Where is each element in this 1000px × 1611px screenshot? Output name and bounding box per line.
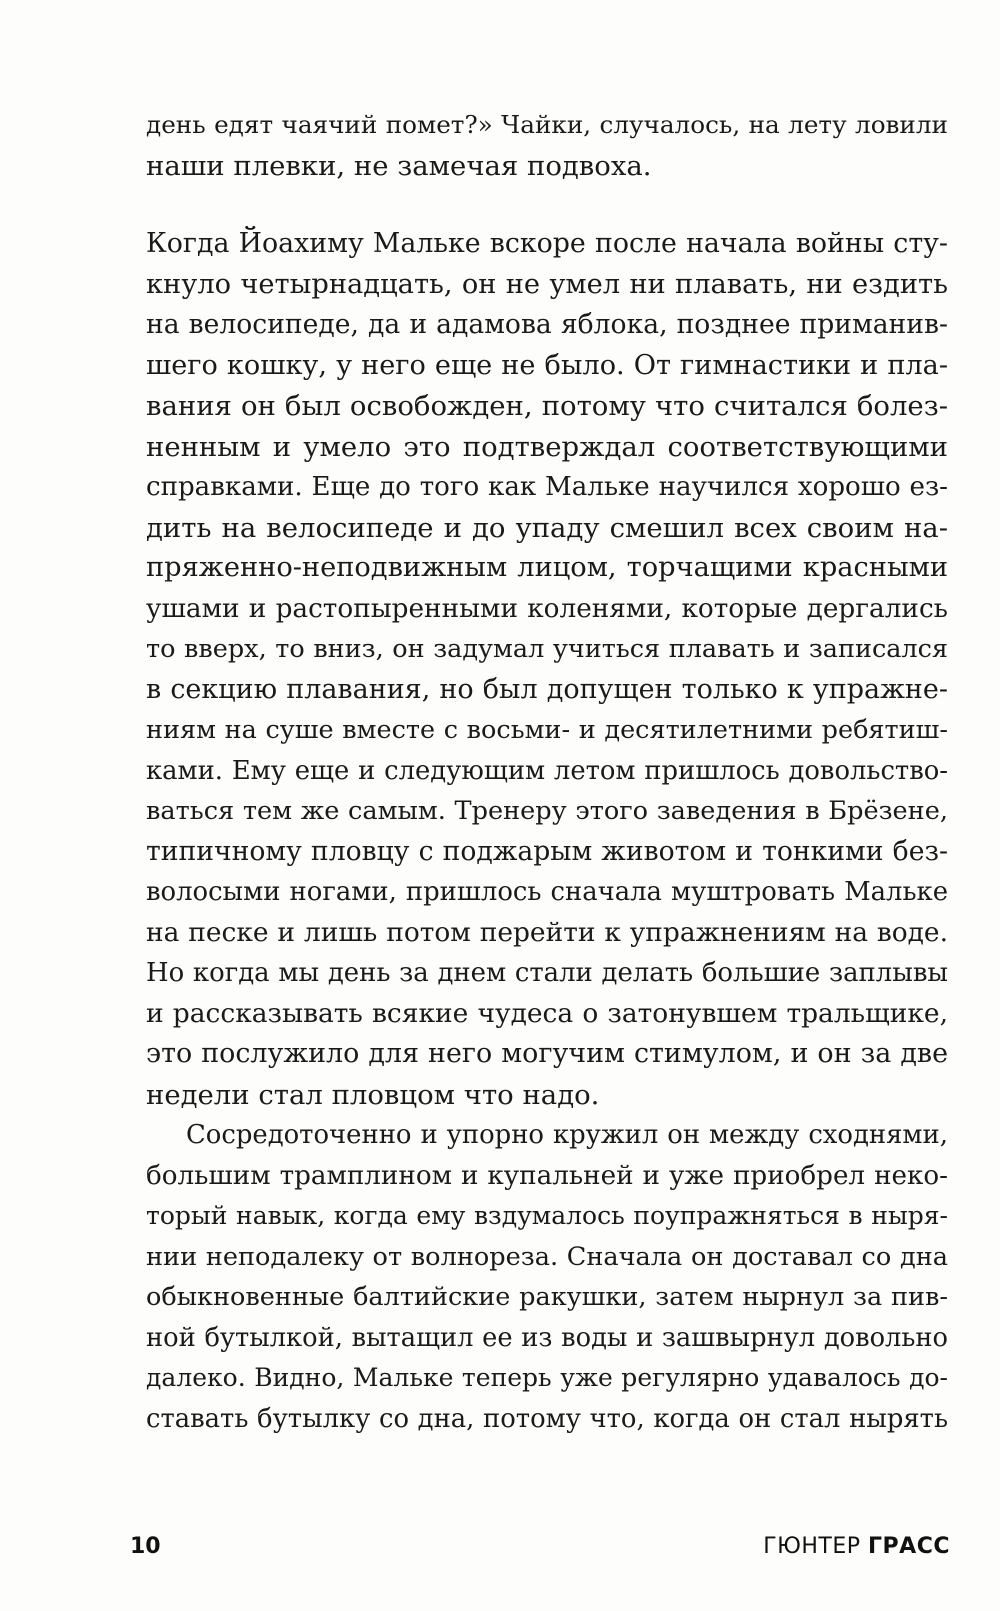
text-line: на песке и лишь потом перейти к упражнениям на воде. [146, 916, 948, 948]
text-line: Сосредоточенно и упорно кружил он между сходнями, [186, 1120, 948, 1150]
text-line: вания он был освобожден, потому что считался болез- [146, 390, 948, 422]
text-line: дить на велосипеде и до упаду смешил всех своим на- [146, 511, 948, 544]
text-line: справками. Еще до того как Мальке научился хорошо ез- [146, 472, 948, 502]
paragraph-1 [146, 105, 948, 186]
text-line: ками. Ему еще и следующим летом пришлось довольство- [146, 755, 948, 786]
text-line: ниям на суше вместе с восьми- и десятилетними ребятиш- [146, 715, 948, 745]
text-line: и рассказывать всякие чудеса о затонувшем тральщике, [146, 997, 948, 1029]
text-line: ваться тем же самым. Тренеру этого заведения в Брёзене, [146, 796, 948, 826]
text-line: шего кошку, у него еще не было. От гимнастики и пла- [146, 349, 948, 381]
text-line: нии неподалеку от волнореза. Сначала он доставал со дна [146, 1241, 948, 1272]
text-line: ненным и умело это подтверждал соответствующими [146, 430, 948, 463]
paragraph-2 [146, 224, 948, 1115]
running-title [763, 1532, 950, 1562]
paragraph-3 [146, 1115, 948, 1439]
text-line: ушами и растопыренными коленями, которые дергались [146, 593, 948, 624]
author-surname: ГРАСС [868, 1534, 950, 1559]
text-line: день едят чаячий помет?» Чайки, случалось, на лету ловили [146, 110, 948, 139]
text-line: далеко. Видно, Мальке теперь уже регулярно удавалось до- [146, 1363, 948, 1392]
text-line: Когда Йоахиму Мальке вскоре после начала войны сту- [146, 228, 948, 259]
text-line: на велосипеде, да и адамова яблока, позднее приманив- [146, 309, 948, 340]
page-number: 10 [130, 1534, 161, 1559]
text-line: наши плевки, не замечая подвоха. [146, 149, 652, 182]
text-line: типичному пловцу с поджарым животом и тонкими без- [146, 835, 948, 867]
author-first-name: ГЮНТЕР [763, 1534, 861, 1559]
text-line: волосыми ногами, пришлось сначала муштровать Мальке [146, 877, 948, 907]
text-line: обыкновенные балтийские ракушки, затем нырнул за пив- [146, 1282, 948, 1312]
text-line: большим трамплином и купальней и уже приобрел неко- [146, 1160, 948, 1191]
text-line: Но когда мы день за днем стали делать большие заплывы [146, 958, 948, 988]
text-line: недели стал пловцом что надо. [146, 1078, 600, 1111]
text-line: ставать бутылку со дна, потому что, когда он стал нырять [146, 1403, 948, 1434]
text-line: ной бутылкой, вытащил ее из воды и зашвырнул довольно [146, 1322, 948, 1353]
text-line: в секцию плавания, но был допущен только к упражне- [146, 673, 948, 705]
text-line: пряженно-неподвижным лицом, торчащими красными [146, 552, 948, 583]
text-line: торый навык, когда ему вздумалось поупражняться в ныря- [146, 1201, 948, 1230]
text-line: это послужило для него могучим стимулом, и он за две [146, 1038, 948, 1069]
text-line: то вверх, то вниз, он задумал учиться плавать и записался [146, 634, 948, 664]
text-line: кнуло четырнадцать, он не умел ни плавать, ни ездить [146, 268, 948, 300]
